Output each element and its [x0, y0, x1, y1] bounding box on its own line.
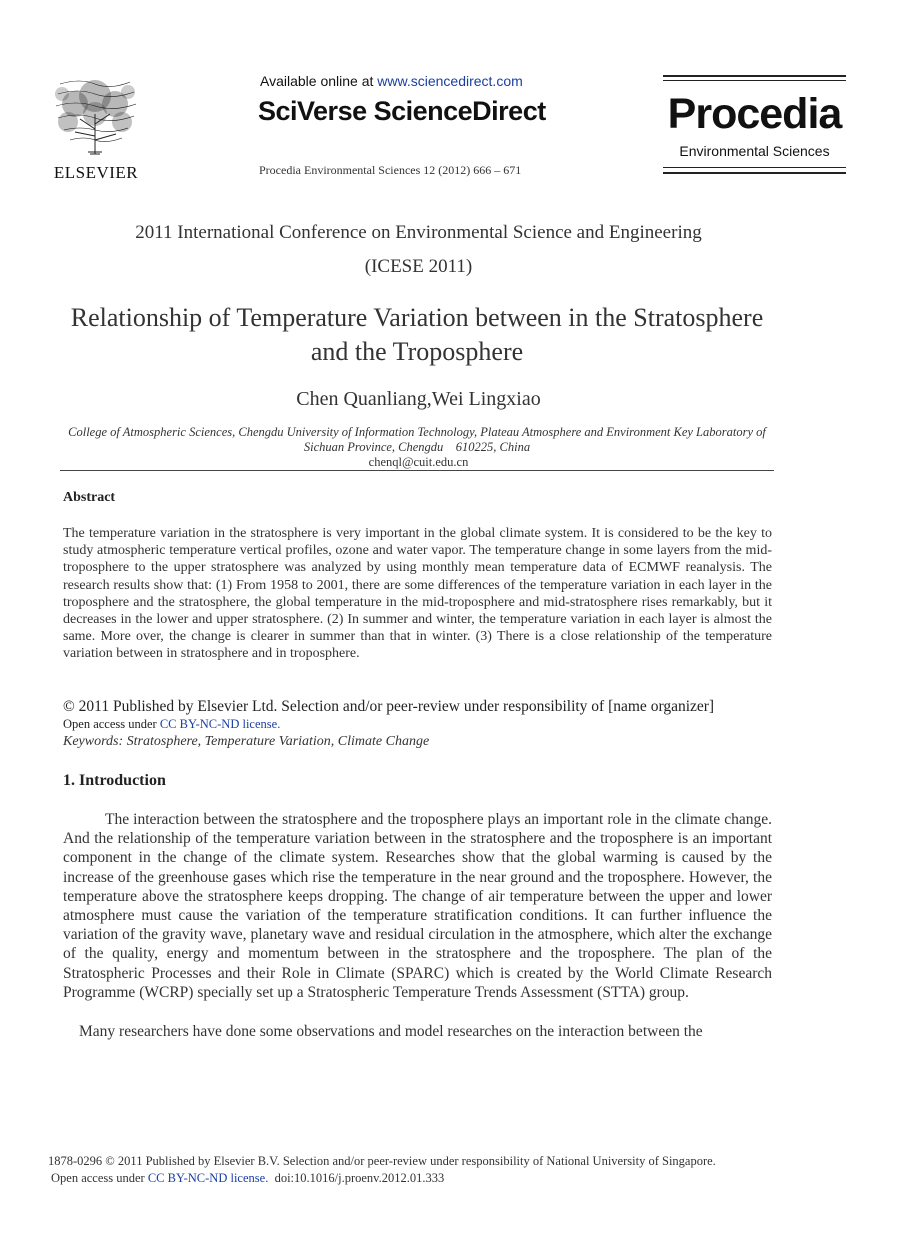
introduction-paragraph-1: The interaction between the stratosphere and the troposphere plays an important role in the climate change. And the relationship of the temperature variation between in the stratosphere and the troposphere is an important component in the change of the climate system. Researches show that the global warming is caused by the increase of the greenhouse gases which rise the temperature in the near ground and the troposphere. However, the temperature above the stratosphere keeps dropping. The change of air temperature between the upper and lower atmosphere must cause the variation of the temperature stratification conditions. It can further influence the variation of the gravity wave, planetary wave and residual circulation in the atmosphere, which alter the exchange of the quality, energy and momentum between in the stratosphere and the troposphere. The plan of the Stratospheric Processes and their Role in Climate (SPARC) which is created by the World Climate Research Programme (WCRP) specially set up a Stratospheric Temperature Trends Assessment (STTA) group.: [63, 811, 772, 1001]
sciencedirect-link[interactable]: www.sciencedirect.com: [377, 73, 523, 89]
procedia-logo: [663, 75, 846, 175]
copyright-line: © 2011 Published by Elsevier Ltd. Selection and/or peer-review under responsibility of [name organizer]: [63, 698, 715, 715]
procedia-rule-top: [663, 75, 846, 77]
elsevier-wordmark: ELSEVIER: [53, 163, 139, 182]
introduction-heading: 1. Introduction: [63, 772, 166, 789]
journal-reference: Procedia Environmental Sciences 12 (2012) 666 – 671: [259, 163, 522, 177]
abstract-heading: Abstract: [63, 490, 116, 505]
keywords-line: Keywords: Stratosphere, Temperature Variation, Climate Change: [63, 734, 430, 749]
paper-title: Relationship of Temperature Variation between in the Stratosphere and the Troposphere: [70, 303, 764, 366]
footer-open-access-line: [51, 1171, 444, 1186]
introduction-paragraph-2: Many researchers have done some observations and model researches on the interaction between the: [79, 1023, 703, 1040]
footer-license-link[interactable]: CC BY-NC-ND license.: [147, 1171, 269, 1185]
author-email[interactable]: chenql@cuit.edu.cn: [368, 455, 469, 469]
available-online-line: [260, 73, 523, 89]
author-affiliation: College of Atmospheric Sciences, Chengdu University of Information Technology, Plateau Atmosphere and Environment Key Laboratory of Sichuan Province, Chengdu 610225, China: [68, 425, 766, 454]
footer-doi-text: doi:10.1016/j.proenv.2012.01.333: [274, 1171, 445, 1185]
available-prefix: Available online at: [260, 73, 378, 89]
conference-abbr: (ICESE 2011): [364, 256, 473, 277]
footer-issn-line: 1878-0296 © 2011 Published by Elsevier B.V. Selection and/or peer-review under responsibility of National University of Singapore.: [48, 1154, 716, 1168]
open-access-prefix: Open access under: [63, 717, 160, 731]
procedia-brand: Procedia: [667, 90, 842, 138]
procedia-rule-top-thin: [663, 80, 846, 81]
procedia-rule-bottom: [663, 172, 846, 174]
license-link[interactable]: CC BY-NC-ND license.: [159, 717, 281, 731]
procedia-rule-bottom-thin: [663, 167, 846, 168]
elsevier-tree-icon: [50, 74, 140, 156]
abstract-text: The temperature variation in the stratosphere is very important in the global climate system. It is considered to be the key to study atmospheric temperature vertical profiles, ozone and water vapor. The temperature change in some layers from the mid-troposphere to the upper stratosphere was analyzed by using monthly mean temperature data of ECMWF reanalysis. The research results show that: (1) From 1958 to 2001, there are some differences of the temperature variation in each layer in the troposphere and the stratosphere, the global temperature in the mid-troposphere and mid-stratosphere rises remarkably, but it decreases in the lower and upper stratosphere. (2) In summer and winter, the temperature variation in each layer is almost the same. More over, the change is clearer in summer than that in winter. (3) There is a close relationship of the temperature variation between in stratosphere and in troposphere.: [63, 526, 772, 662]
paper-authors: Chen Quanliang,Wei Lingxiao: [296, 388, 541, 410]
elsevier-logo: [50, 74, 142, 180]
open-access-line: [63, 717, 280, 732]
sciverse-sciencedirect-logo: SciVerse ScienceDirect: [258, 96, 546, 126]
procedia-brand-sub: Environmental Sciences: [679, 143, 830, 159]
footer-doi[interactable]: [268, 1171, 444, 1185]
header-divider: [60, 470, 774, 471]
conference-name: 2011 International Conference on Environmental Science and Engineering: [135, 222, 702, 243]
footer-open-access-prefix: Open access under: [51, 1171, 148, 1185]
